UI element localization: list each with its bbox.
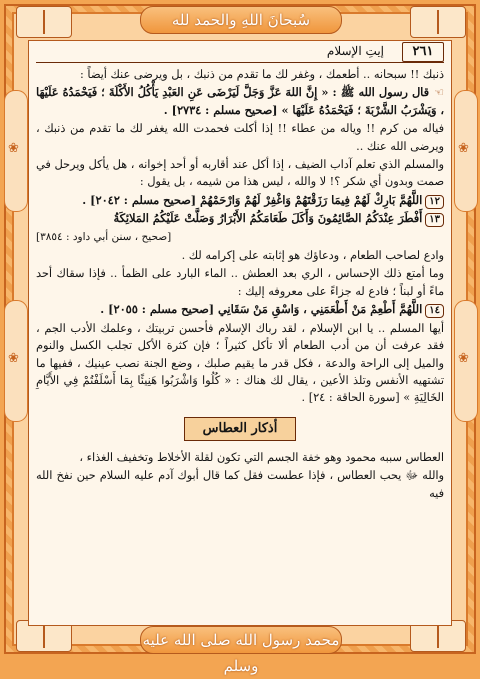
section-title: أذكار العطاس xyxy=(184,417,297,441)
dua-text: أَفْطَرَ عِنْدَكُمُ الصَّائِمُونَ وَأَكَلَ طَعَامَكُمُ الأَبْرَارُ وَصَلَّتْ عَلَيْكُمُ المَلائِكَةُ xyxy=(113,211,423,226)
paragraph: فياله من كرم !! وياله من عطاء !! إذا أكلت فحمدت الله يغفر لك ما تقدم من ذنبك ، ويرضى الله عنك .. xyxy=(36,122,444,153)
page-header xyxy=(36,44,444,63)
dua-text: اللَّهُمَّ أَطْعِمْ مَنْ أَطْعَمَنِي ، وَاسْقِ مَنْ سَقَانِي [صحيح مسلم : ٢٠٥٥] . xyxy=(100,302,423,317)
pointing-hand-icon: ☜ xyxy=(434,86,444,100)
running-title: إيتِ الإسلام xyxy=(326,44,384,58)
side-ornament xyxy=(454,300,478,422)
paragraph: وما أمتع ذلك الإحساس ، الري بعد العطش .. الماء البارد على الظمأ .. فإذا سقاك أحد ماءً أو لبناً ؛ فادع له جزاءً على معروفه إليك : xyxy=(36,267,444,298)
side-ornament xyxy=(4,90,28,212)
paragraph: والمسلم الذي تعلم آداب الضيف ، إذا أكل عند أقاربه أو أحد إخوانه ، هل يأكل ويرحل في صمت وبدون أي شكر ؟! لا والله ، ليس هذا من شيمه ، بل يقول : xyxy=(36,158,444,189)
open-book-icon xyxy=(410,6,466,38)
paragraph: العطاس سببه محمود وهو خفة الجسم التي تكون لقلة الأخلاط وتخفيف الغذاء ، xyxy=(79,450,444,464)
dua-item xyxy=(36,301,444,318)
dua-source: [صحيح ، سنن أبي داود : ٣٨٥٤] xyxy=(36,230,172,243)
side-ornament xyxy=(454,90,478,212)
dua-number: ١٣ xyxy=(425,213,444,227)
section-heading xyxy=(36,417,444,441)
hadith-text: قال رسول الله ﷺ : « إِنَّ اللهَ عَزَّ وَجَلَّ لَيَرْضَى عَنِ العَبْدِ يَأْكُلُ الأَكْلَةَ ؛ فَيَحْمَدُهُ عَلَيْهَا ، وَيَشْرَبُ الشَّرْبَةَ ؛ فَيَحْمَدُهُ عَلَيْهَا » [صحيح مسلم : ٢٧٣٤] . xyxy=(36,85,444,117)
bottom-banner: محمد رسول الله صلى الله عليه وسلم xyxy=(140,626,342,654)
dua-item xyxy=(36,192,444,209)
paragraph: ذنبك !! سبحانه .. أطعمك ، وغفر لك ما تقدم من ذنبك ، بل ويرضى عنك أيضاً : xyxy=(80,68,444,81)
paragraph: والله ﷻ يحب العطاس ، فإذا عطست فقل كما قال أبوك آدم عليه السلام حين نفخ الله فيه xyxy=(36,469,444,500)
paragraph: أيها المسلم .. يا ابن الإسلام ، لقد رباك الإسلام فأحسن تربيتك ، وعلمك الأدب الجم ، فقد عرفت أن من أدب الطعام ألا تأكل كثيراً ؛ فإن كثرة الأكل تجلب الكسل والنوم والميل إلى الراحة والدعة ، فكل قدر ما يقيم صلبك ، وضع الجنة نصب عينيك ، ففيها ما تشتهيه الأنفس وتلذ الأعين ، يقال لك هناك : « كُلُوا وَاشْرَبُوا هَنِيئًا بِمَا أَسْلَفْتُمْ فِي الأَيَّامِ الخَالِيَةِ » [سورة الحاقة : ٢٤] . xyxy=(36,321,444,405)
top-banner: سُبحانَ اللهِ والحمد لله xyxy=(140,6,342,34)
page-number: ٢٦١ xyxy=(402,42,444,62)
dua-text: اللَّهُمَّ بَارِكْ لَهُمْ فِيمَا رَزَقْتَهُمْ وَاغْفِرْ لَهُمْ وَارْحَمْهُمْ [صحيح مسلم : ٢٠٤٢] . xyxy=(82,192,423,207)
dua-item xyxy=(36,210,444,227)
dua-number: ١٤ xyxy=(425,304,444,318)
open-book-icon xyxy=(16,6,72,38)
dua-number: ١٢ xyxy=(425,195,444,209)
side-ornament xyxy=(4,300,28,422)
paragraph: وادع لصاحب الطعام ، ودعاؤك هو إثابته على إكرامه لك . xyxy=(181,249,444,263)
page-body xyxy=(36,66,444,622)
hadith-paragraph xyxy=(36,84,444,119)
